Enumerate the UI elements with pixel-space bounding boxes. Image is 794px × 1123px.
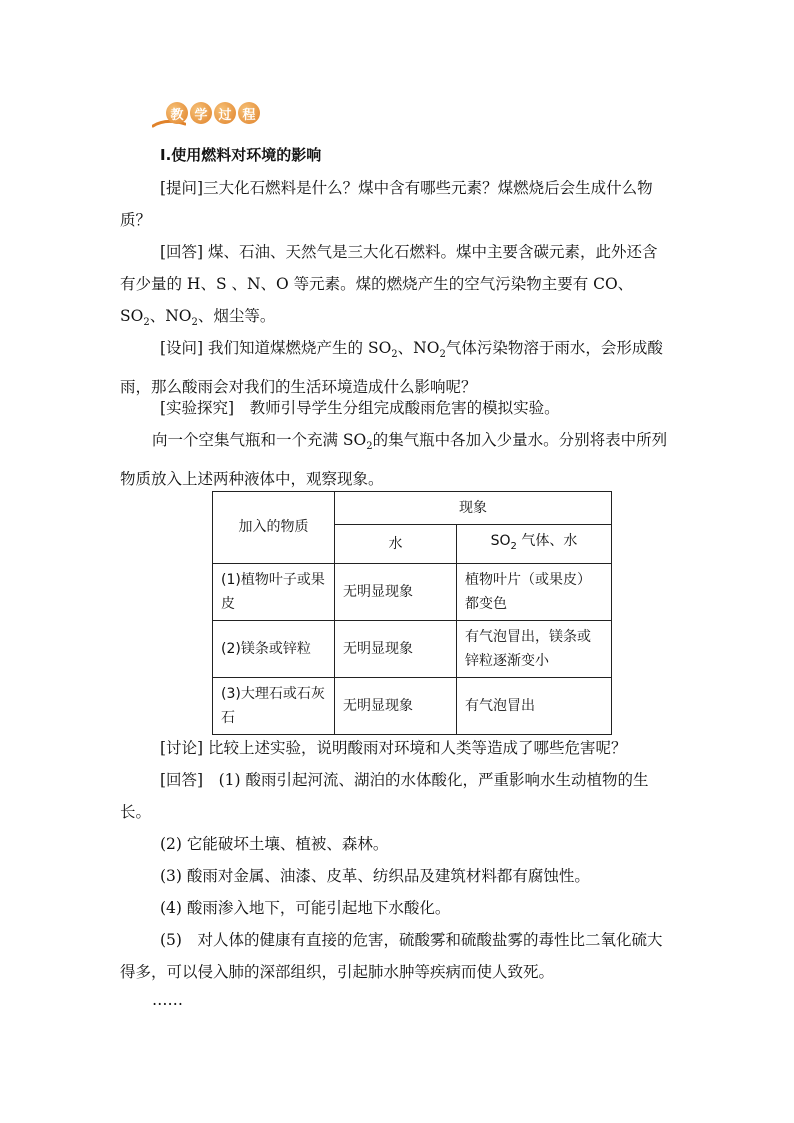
cell-water: 无明显现象 bbox=[335, 620, 457, 677]
cell-water: 无明显现象 bbox=[335, 677, 457, 734]
cell-water: 无明显现象 bbox=[335, 563, 457, 620]
badge-char: 教 bbox=[166, 102, 188, 124]
question-paragraph: [提问]三大化石燃料是什么？煤中含有哪些元素？煤燃烧后会生成什么物质？ bbox=[120, 179, 653, 229]
badge-char: 程 bbox=[238, 102, 260, 124]
header-phenomenon: 现象 bbox=[335, 492, 612, 525]
answer-paragraph: [回答] 煤、石油、天然气是三大化石燃料。煤中主要含碳元素，此外还含有少量的 H、S 、N、O 等元素。煤的燃烧产生的空气污染物主要有 CO、$SO_2$、$NO_2$、烟尘等。 bbox=[120, 243, 658, 329]
answer-item-1: [回答] (1) 酸雨引起河流、湖泊的水体酸化，严重影响水生动植物的生长。 bbox=[120, 771, 649, 821]
cell-so2: 有气泡冒出 bbox=[457, 677, 612, 734]
teaching-process-badge bbox=[152, 102, 292, 126]
header-substance: 加入的物质 bbox=[213, 492, 335, 564]
badge-char: 过 bbox=[214, 102, 236, 124]
badge-char: 学 bbox=[190, 102, 212, 124]
table-row bbox=[213, 677, 612, 734]
header-so2: $SO_2$ 气体、水 bbox=[457, 525, 612, 564]
answer-item-5: (5) 对人体的健康有直接的危害，硫酸雾和硫酸盐雾的毒性比二氧化硫大得多，可以侵入肺的深部组织，引起肺水肿等疾病而使人致死。 bbox=[120, 931, 663, 981]
cell-substance: (3)大理石或石灰石 bbox=[213, 677, 335, 734]
answer-item-4: (4) 酸雨渗入地下，可能引起地下水酸化。 bbox=[160, 899, 451, 917]
cell-substance: (2)镁条或锌粒 bbox=[213, 620, 335, 677]
results-table bbox=[212, 491, 612, 735]
answer-item-2: (2) 它能破坏土壤、植被、森林。 bbox=[160, 835, 389, 853]
table-row bbox=[213, 620, 612, 677]
procedure-paragraph: 向一个空集气瓶和一个充满 $SO_2$的集气瓶中各加入少量水。分别将表中所列物质放入上述两种液体中，观察现象。 bbox=[120, 431, 668, 489]
section-heading: Ⅰ.使用燃料对环境的影响 bbox=[160, 146, 322, 164]
cell-substance: (1)植物叶子或果皮 bbox=[213, 563, 335, 620]
header-water: 水 bbox=[335, 525, 457, 564]
cell-so2: 植物叶片（或果皮）都变色 bbox=[457, 563, 612, 620]
experiment-paragraph: [实验探究] 教师引导学生分组完成酸雨危害的模拟实验。 bbox=[160, 399, 560, 417]
cell-so2: 有气泡冒出，镁条或锌粒逐渐变小 bbox=[457, 620, 612, 677]
answer-item-3: (3) 酸雨对金属、油漆、皮革、纺织品及建筑材料都有腐蚀性。 bbox=[160, 867, 590, 885]
ellipsis: …… bbox=[152, 991, 183, 1009]
discussion-paragraph: [讨论] 比较上述实验，说明酸雨对环境和人类等造成了哪些危害呢？ bbox=[160, 739, 627, 757]
hypothesis-paragraph: [设问] 我们知道煤燃烧产生的 $SO_2$、$NO_2$气体污染物溶于雨水，会形成酸雨，那么酸雨会对我们的生活环境造成什么影响呢？ bbox=[120, 339, 663, 397]
table-row bbox=[213, 563, 612, 620]
